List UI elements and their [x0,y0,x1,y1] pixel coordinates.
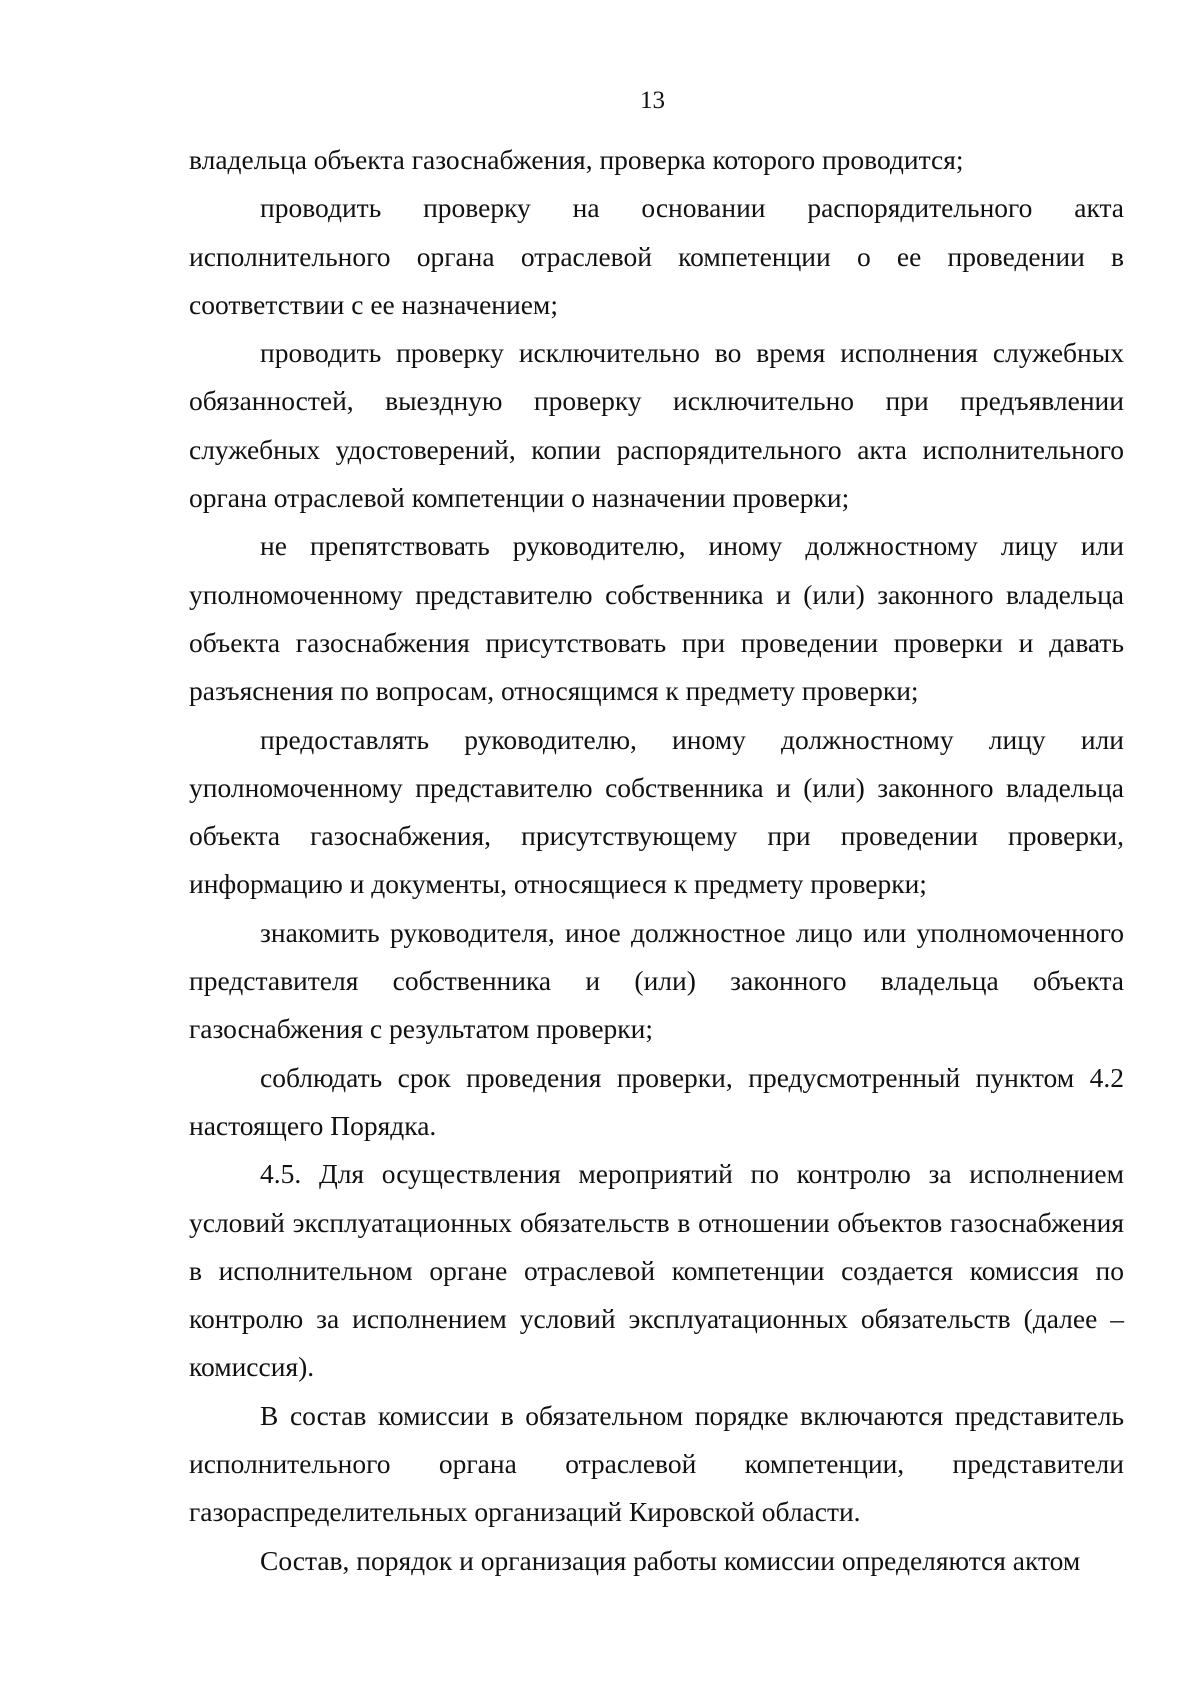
paragraph-not-obstruct: не препятствовать руководителю, иному должностному лицу или уполномоченному представителю собственника и (или) законного владельца объекта газоснабжения присутствовать при проведении проверки и давать разъяснения по вопросам, относящимся к предмету проверки; [189,530,1124,707]
paragraph-conduct-during-duties: проводить проверку исключительно во время исполнения служебных обязанностей, выездную проверку исключительно при предъявлении служебных удостоверений, копии распорядительного акта исполнительного органа отраслевой компетенции о назначении проверки; [189,337,1124,514]
paragraph-commission-composition: В состав комиссии в обязательном порядке включаются представитель исполнительного органа отраслевой компетенции, представители газораспределительных организаций Кировской области. [189,1399,1124,1528]
page-number: 13 [640,87,665,114]
paragraph-provide-information: предоставлять руководителю, иному должностному лицу или уполномоченному представителю собственника и (или) законного владельца объекта газоснабжения, присутствующему при проведении проверки, информацию и документы, относящиеся к предмету проверки; [189,723,1124,900]
paragraph-acquaint-results: знакомить руководителя, иное должностное лицо или уполномоченного представителя собственника и (или) законного владельца объекта газоснабжения с результатом проверки; [189,916,1124,1045]
paragraph-observe-deadline: соблюдать срок проведения проверки, предусмотренный пунктом 4.2 настоящего Порядка. [189,1061,1124,1141]
paragraph-conduct-on-basis: проводить проверку на основании распорядительного акта исполнительного органа отраслевой компетенции о ее проведении в соответствии с ее назначением; [189,192,1124,320]
document-body [189,136,1124,1585]
paragraph-commission-procedure: Состав, порядок и организация работы комиссии определяются актом [260,1544,1081,1576]
paragraph-section-4-5: 4.5. Для осуществления мероприятий по контролю за исполнением условий эксплуатационных обязательств в отношении объектов газоснабжения в исполнительном органе отраслевой компетенции создается комиссия по контролю за исполнением условий эксплуатационных обязательств (далее – комиссия). [189,1158,1124,1383]
paragraph-continuation: владельца объекта газоснабжения, проверка которого проводится; [189,144,964,175]
